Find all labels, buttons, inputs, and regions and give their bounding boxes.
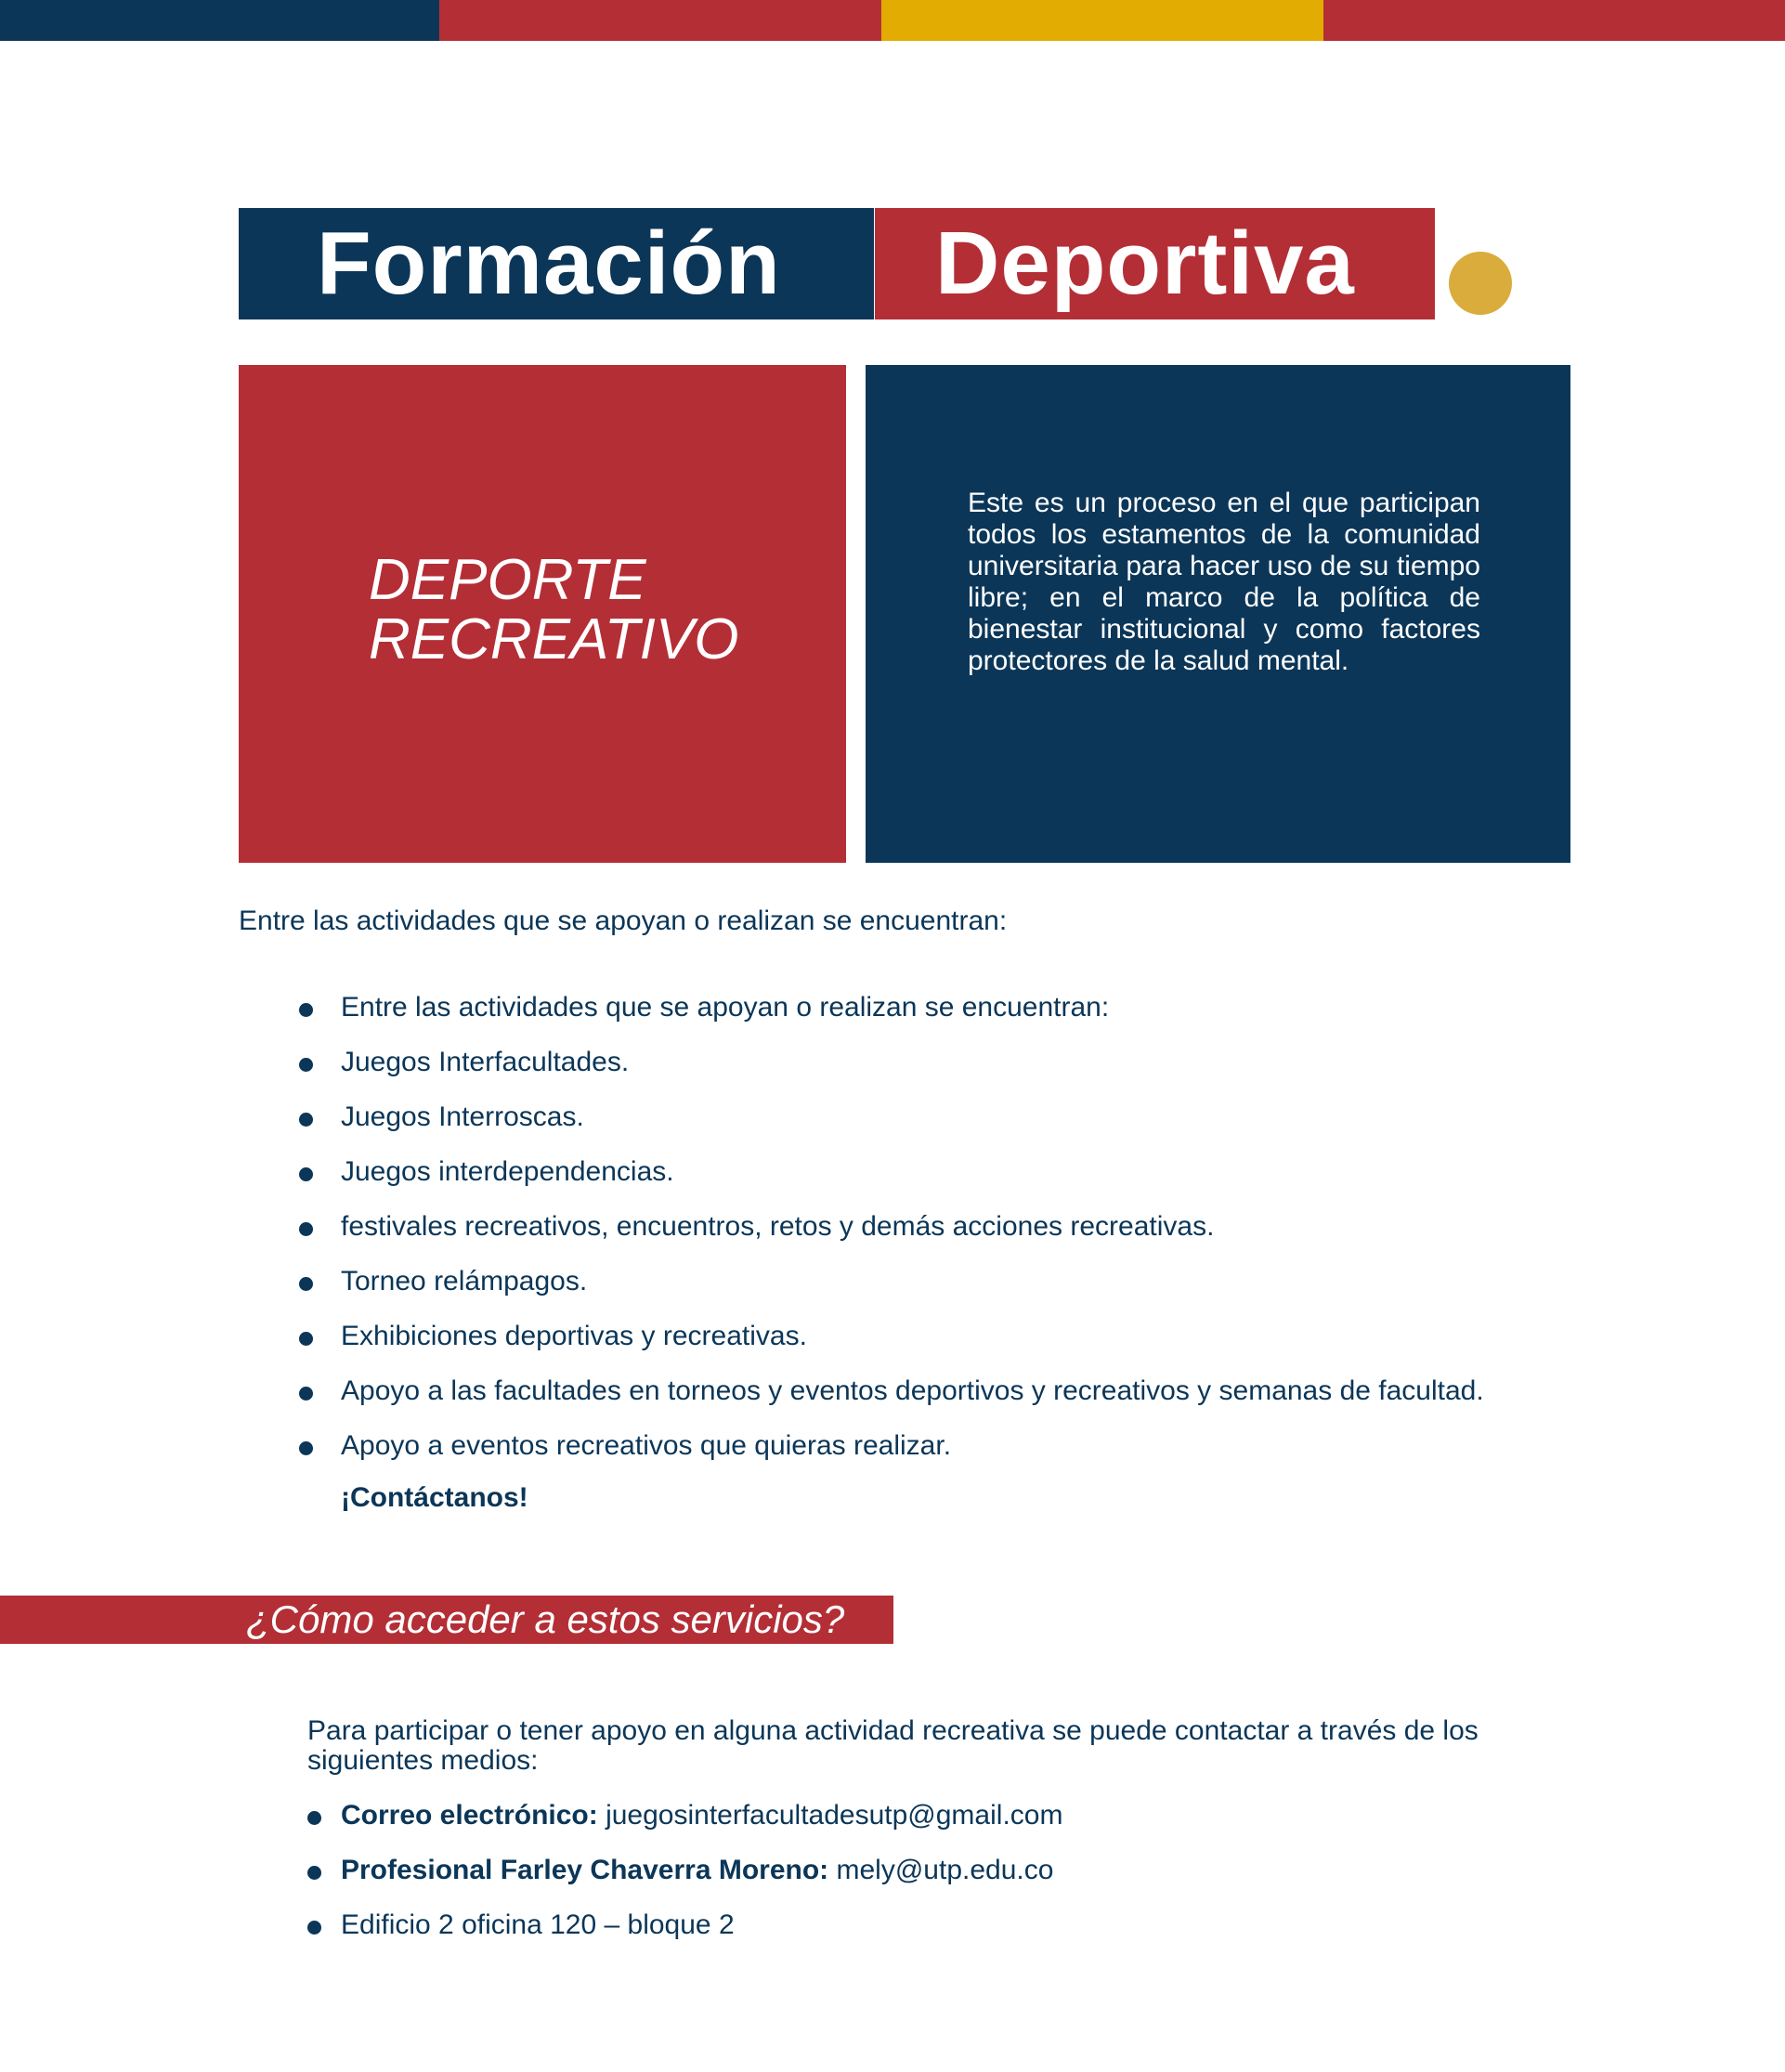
bullet-icon	[299, 1113, 313, 1127]
bullet-icon	[299, 1222, 313, 1236]
bullet-icon	[307, 1921, 321, 1935]
bullet-icon	[299, 1441, 313, 1455]
list-item: Juegos Interfacultades.	[299, 1039, 1484, 1094]
list-item: festivales recreativos, encuentros, retos y demás acciones recreativas.	[299, 1204, 1484, 1258]
top-stripe-red	[439, 0, 881, 41]
activities-list	[299, 984, 1484, 1478]
list-item: Apoyo a eventos recreativos que quieras realizar.	[299, 1423, 1484, 1478]
professional-label: Profesional Farley Chaverra Moreno:	[341, 1855, 829, 1885]
email-link[interactable]: juegosinterfacultadesutp@gmail.com	[597, 1800, 1063, 1831]
contact-location	[307, 1902, 1062, 1957]
access-intro: Para participar o tener apoyo en alguna actividad recreativa se puede contactar a través de los siguientes medios:	[307, 1715, 1479, 1776]
title-left-block	[239, 208, 874, 319]
feature-title	[369, 548, 814, 671]
bullet-icon	[299, 1332, 313, 1346]
professional-email-link[interactable]: mely@utp.edu.co	[828, 1855, 1054, 1885]
bullet-icon	[299, 1003, 313, 1017]
contact-list	[307, 1792, 1062, 1957]
feature-title-box	[239, 365, 846, 863]
feature-description-box	[866, 365, 1570, 863]
email-label: Correo electrónico:	[341, 1800, 598, 1831]
list-item: Apoyo a las facultades en torneos y eventos deportivos y recreativos y semanas de facultad.	[299, 1368, 1484, 1423]
contact-cta: ¡Contáctanos!	[341, 1482, 528, 1513]
list-item: Entre las actividades que se apoyan o realizan se encuentran:	[299, 984, 1484, 1039]
top-stripe-red-right	[1323, 0, 1785, 41]
location-text: Edificio 2 oficina 120 – bloque 2	[341, 1909, 735, 1940]
list-item: Torneo relámpagos.	[299, 1258, 1484, 1313]
bullet-icon	[307, 1866, 321, 1880]
bullet-icon	[299, 1167, 313, 1181]
bullet-icon	[307, 1811, 321, 1825]
title-dot-icon	[1449, 252, 1512, 315]
access-title: ¿Cómo acceder a estos servicios?	[246, 1597, 845, 1641]
activities-intro: Entre las actividades que se apoyan o realizan se encuentran:	[239, 906, 1008, 936]
bullet-icon	[299, 1058, 313, 1072]
contact-email	[307, 1792, 1062, 1847]
bullet-icon	[299, 1387, 313, 1401]
feature-description: Este es un proceso en el que participan todos los estamentos de la comunidad universitaria para hacer uso de su tiempo libre; en el marco de la política de bienestar institucional y como factores protectores de la salud mental.	[968, 488, 1480, 676]
title-right: Deportiva	[935, 214, 1355, 313]
bullet-icon	[299, 1277, 313, 1291]
list-item: Exhibiciones deportivas y recreativas.	[299, 1313, 1484, 1368]
top-stripe-gold	[881, 0, 1323, 41]
list-item: Juegos Interroscas.	[299, 1094, 1484, 1149]
title-right-block	[875, 208, 1435, 319]
contact-professional	[307, 1847, 1062, 1902]
list-item: Juegos interdependencias.	[299, 1149, 1484, 1204]
title-left: Formación	[317, 214, 781, 313]
feature-title-line2: RECREATIVO	[369, 607, 739, 671]
feature-title-line1: DEPORTE	[369, 548, 646, 612]
top-stripe-navy	[0, 0, 439, 41]
